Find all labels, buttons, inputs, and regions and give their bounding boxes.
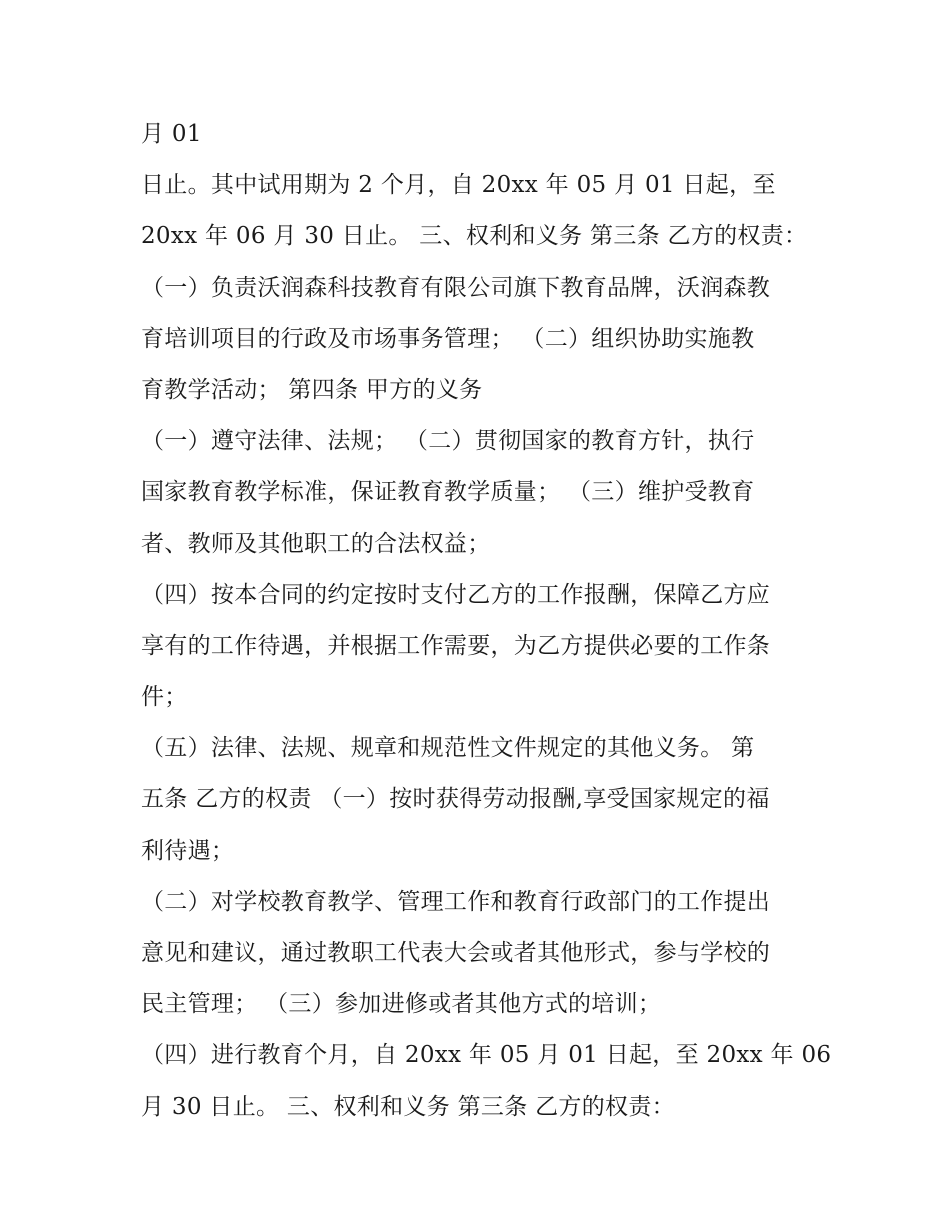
text-line: 20xx 年 06 月 30 日止。 三、权利和义务 第三条 乙方的权责： <box>141 223 808 250</box>
text-line: （一）遵守法律、法规； （二）贯彻国家的教育方针，执行 <box>141 428 755 455</box>
text-line: 育教学活动； 第四条 甲方的义务 <box>141 376 483 403</box>
text-line: （五）法律、法规、规章和规范性文件规定的其他义务。 第 <box>141 735 755 762</box>
text-line: 件； <box>141 684 188 711</box>
text-line: 日止。其中试用期为 2 个月，自 20xx 年 05 月 01 日起，至 <box>141 172 776 199</box>
text-line: 国家教育教学标准，保证教育教学质量； （三）维护受教育 <box>141 479 755 506</box>
document-body <box>141 109 831 1133</box>
text-line: （二）对学校教育教学、管理工作和教育行政部门的工作提出 <box>141 888 771 915</box>
text-line: 者、教师及其他职工的合法权益； <box>141 530 491 557</box>
text-line: （四）进行教育个月，自 20xx 年 05 月 01 日起，至 20xx 年 06 <box>141 1042 832 1069</box>
text-line: 育培训项目的行政及市场事务管理； （二）组织协助实施教 <box>141 325 755 352</box>
text-line: 意见和建议，通过教职工代表大会或者其他形式，参与学校的 <box>141 940 771 966</box>
text-line: （一）负责沃润森科技教育有限公司旗下教育品牌，沃润森教 <box>141 274 771 301</box>
text-line: （四）按本合同的约定按时支付乙方的工作报酬，保障乙方应 <box>141 581 771 608</box>
text-line: 五条 乙方的权责 （一）按时获得劳动报酬,享受国家规定的福 <box>141 786 770 813</box>
text-line: 享有的工作待遇，并根据工作需要，为乙方提供必要的工作条 <box>141 632 771 659</box>
text-line: 民主管理； （三）参加进修或者其他方式的培训； <box>141 991 662 1018</box>
text-line: 利待遇； <box>141 837 235 864</box>
text-line: 月 01 <box>141 121 202 147</box>
text-line: 月 30 日止。 三、权利和义务 第三条 乙方的权责： <box>141 1093 675 1120</box>
